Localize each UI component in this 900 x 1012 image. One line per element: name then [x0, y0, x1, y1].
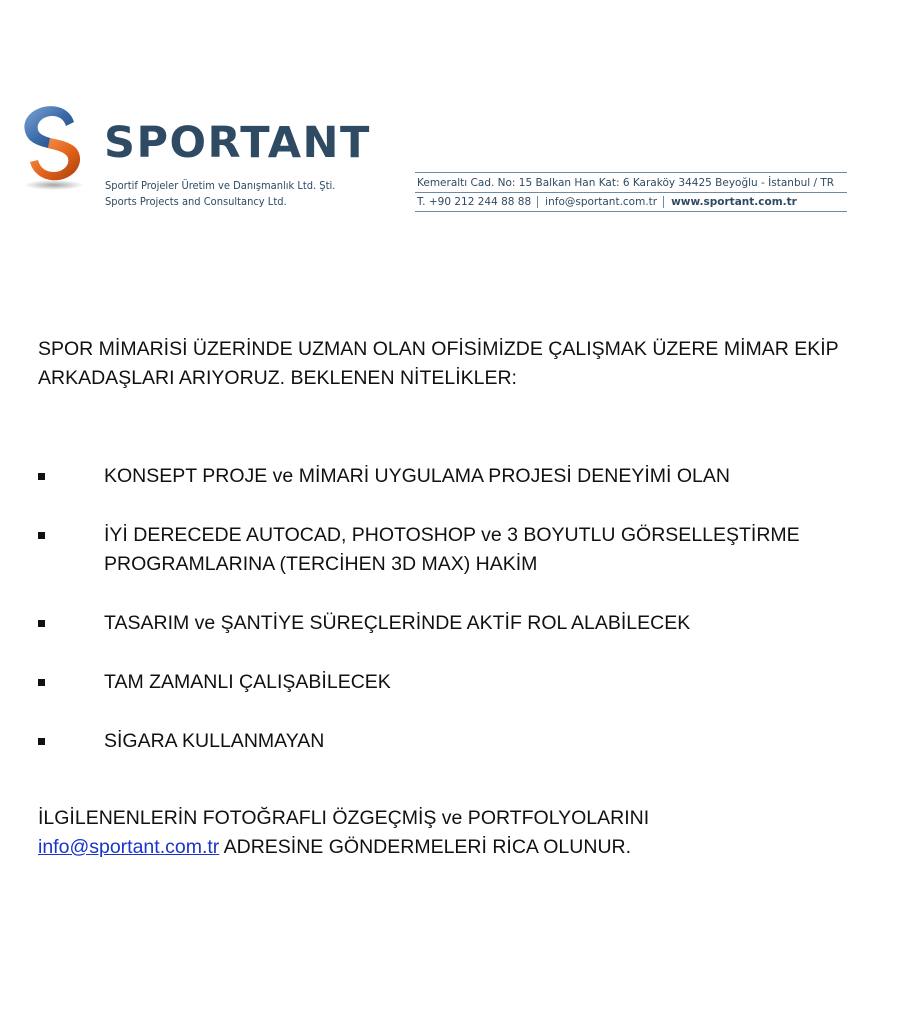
requirement-text: TASARIM ve ŞANTİYE SÜREÇLERİNDE AKTİF ROL ALABİLECEK — [104, 612, 691, 634]
list-item — [38, 668, 868, 697]
sportant-logo-icon — [14, 100, 90, 192]
contact-block — [415, 172, 847, 212]
bullet-icon — [38, 473, 45, 480]
contact-email: info@sportant.com.tr — [537, 196, 663, 208]
requirement-text: TAM ZAMANLI ÇALIŞABİLECEK — [104, 671, 391, 693]
requirements-list — [38, 462, 868, 756]
closing-paragraph — [38, 804, 868, 862]
intro-paragraph: SPOR MİMARİSİ ÜZERİNDE UZMAN OLAN OFİSİMİZDE ÇALIŞMAK ÜZERE MİMAR EKİP ARKADAŞLARI ARIYORUZ. BEKLENEN NİTELİKLER: — [38, 338, 839, 389]
brand-name: SPORTANT — [104, 118, 371, 168]
contact-row — [415, 193, 847, 211]
list-item — [38, 609, 868, 638]
bullet-icon — [38, 738, 45, 745]
job-posting — [38, 335, 868, 862]
divider — [415, 211, 847, 212]
bullet-icon — [38, 532, 45, 539]
phone-number: T. +90 212 244 88 88 — [417, 196, 532, 208]
list-item — [38, 462, 868, 491]
requirement-text: KONSEPT PROJE ve MİMARİ UYGULAMA PROJESİ DENEYİMİ OLAN — [104, 465, 730, 487]
website-address: www.sportant.com.tr — [663, 196, 803, 208]
bullet-icon — [38, 679, 45, 686]
company-subtitle-en: Sports Projects and Consultancy Ltd. — [105, 195, 287, 208]
bullet-icon — [38, 620, 45, 627]
email-link[interactable]: info@sportant.com.tr — [38, 836, 220, 858]
closing-line-1: İLGİLENENLERİN FOTOĞRAFLI ÖZGEÇMİŞ ve PORTFOLYOLARINI — [38, 807, 650, 829]
list-item — [38, 727, 868, 756]
company-subtitle-tr: Sportif Projeler Üretim ve Danışmanlık Ltd. Şti. — [105, 179, 336, 192]
requirement-text: İYİ DERECEDE AUTOCAD, PHOTOSHOP ve 3 BOYUTLU GÖRSELLEŞTİRME PROGRAMLARINA (TERCİHEN 3D MAX) HAKİM — [104, 524, 800, 575]
company-address: Kemeraltı Cad. No: 15 Balkan Han Kat: 6 Karaköy 34425 Beyoğlu - İstanbul / TR — [417, 177, 835, 189]
requirement-text: SİGARA KULLANMAYAN — [104, 730, 325, 752]
list-item — [38, 521, 868, 579]
closing-line-2: ADRESİNE GÖNDERMELERİ RİCA OLUNUR. — [219, 836, 632, 858]
